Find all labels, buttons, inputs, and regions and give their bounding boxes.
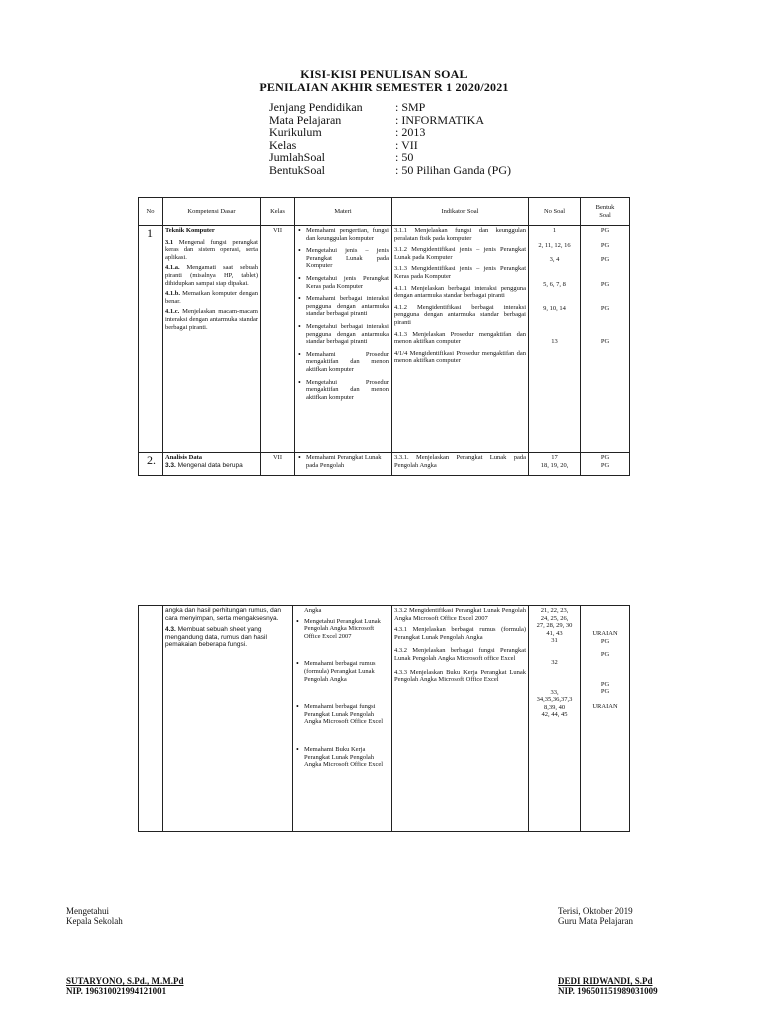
bentuk-soal-value: PG [600, 227, 610, 234]
indikator-item: 4.3.2 Menjelaskan berbagai fungsi Perangkat Lunak Pengolah Angka Microsoft office Excel [394, 647, 526, 662]
doc-title: KISI-KISI PENULISAN SOAL [300, 67, 468, 81]
no-soal-value: 13 [551, 337, 558, 345]
bentuk-soal-value: PG [600, 256, 610, 264]
header-no-soal: No Soal [529, 198, 581, 226]
info-label: Jenjang Pendidikan [269, 100, 363, 114]
no-soal-value: 42, 44, 45 [541, 711, 568, 719]
no-soal-value: 1 [552, 227, 557, 234]
info-value: : VII [395, 137, 418, 152]
indikator-item: 3.1.3 Mengidentifikasi jenis – jenis Perangkat Keras pada Komputer [394, 265, 526, 280]
materi-item: • Memahami berbagai interaksi pengguna dengan antarmuka standar berbagai piranti [306, 295, 389, 318]
bentuk-soal-value: PG [600, 337, 610, 345]
bentuk-soal-value: URAIAN [592, 630, 618, 637]
materi-cell [295, 226, 392, 453]
bentuk-soal-cell [581, 453, 630, 476]
indikator-item: 3.1.1 Menjelaskan fungsi dan keunggulan peralatan fisik pada komputer [394, 227, 526, 242]
kd-item: angka dan hasil perhitungan rumus, dan cara menyimpan, serta mengaksesnya. [165, 607, 281, 622]
materi-item: • Mengetahui berbagai interaksi pengguna dengan antarmuka standar berbagai piranti [306, 323, 389, 346]
kd-item: 3.3. Mengenal data berupa [165, 461, 243, 469]
no-soal-value: 32 [551, 658, 558, 666]
indikator-item: 3.1.2 Mengidentifikasi jenis – jenis Perangkat Lunak pada Komputer [394, 246, 526, 261]
no-soal-value: 41, 43 [546, 629, 563, 637]
header-indikator: Indikator Soal [392, 198, 529, 226]
no-soal-value: 18, 19, 20, [540, 461, 569, 469]
indikator-item: 4/1/4 Mengidentifikasi Prosedur mengaktifan dan menon aktifkan computer [394, 349, 526, 365]
indikator-item: 4.3.3 Menjelaskan Buku Kerja Perangkat Lunak Pengolah Angka Microsoft Office Excel [394, 668, 526, 684]
kompetensi-dasar-cell [163, 226, 261, 453]
kisi-kisi-table-continued [138, 605, 630, 832]
kd-item: 4.1.b. Memaikan komputer dengan benar. [165, 290, 258, 305]
table-row [139, 453, 630, 476]
no-soal-value: 27, 28, 29, 30 [536, 622, 573, 630]
signature-left-heading [66, 906, 123, 926]
kd-title: Teknik Komputer [165, 227, 215, 234]
materi-item: • Mengetahui Prosedur mengaktifan dan menon aktifkan komputer [306, 379, 389, 402]
materi-item: • Mengetahui jenis – jenis Perangkat Lunak pada Komputer [306, 247, 389, 270]
info-value: : SMP [395, 100, 426, 114]
materi-item: • Memahami berbagai rumus (formula) Perangkat Lunak Pengolah Angka [304, 660, 389, 683]
info-label: Mata Pelajaran [269, 112, 342, 127]
bentuk-soal-value: PG [600, 651, 610, 659]
header-bentuk-soal [581, 198, 630, 226]
info-label: JumlahSoal [269, 150, 325, 164]
no-soal-cell [529, 606, 581, 832]
no-soal-value: 33, [550, 688, 559, 696]
header-kompetensi-dasar: Kompetensi Dasar [163, 198, 261, 226]
materi-item: • Memahami pengertian, fungsi dan keunggulan komputer [306, 227, 389, 242]
kd-item: 4.3. Membuat sebuah sheet yang mengandung data, rumus dan hasil pemakaian beberapa fungsi. [165, 626, 267, 649]
doc-subtitle: PENILAIAN AKHIR SEMESTER 1 2020/2021 [259, 80, 509, 94]
bentuk-soal-value: PG [600, 461, 610, 469]
table-header-row [139, 198, 630, 226]
no-soal-value: 24, 25, 26, [540, 614, 569, 622]
no-soal-value: 5, 6, 7, 8 [543, 280, 566, 288]
no-soal-value: 34,35,36,37,3 [536, 696, 573, 704]
indikator-cell [392, 226, 529, 453]
indikator-cell [392, 606, 529, 832]
indikator-item: 4.1.2 Mengidentifikasi berbagai interaksi pengguna dengan antarmuka standar berbagai piranti [394, 303, 526, 326]
no-soal-value: 31 [551, 637, 558, 645]
signature-left-line2: Kepala Sekolah [66, 916, 123, 926]
bentuk-soal-cell [581, 606, 630, 832]
no-soal-value: 9, 10, 14 [543, 305, 566, 313]
kd-item: 4.1.a. Mengamati saat sebuah piranti (misalnya HP, tablet) dihidupkan sampai siap dipakai. [165, 264, 258, 287]
kelas-cell: VII [261, 226, 295, 453]
bentuk-soal-cell [581, 226, 630, 453]
kisi-kisi-table [138, 197, 630, 476]
header-no: No [139, 198, 163, 226]
info-value: : INFORMATIKA [395, 112, 485, 127]
info-label: BentukSoal [269, 162, 325, 177]
table-row [139, 606, 630, 832]
bentuk-soal-value: PG [600, 305, 610, 313]
bentuk-soal-value: PG [600, 688, 610, 696]
row-number: 2. [139, 453, 163, 476]
indikator-item: 4.1.1 Menjelaskan berbagai interaksi pengguna dengan antarmuka standar berbagai piranti [394, 284, 526, 300]
identity-block [269, 101, 511, 176]
no-soal-value: 2, 11, 12, 16 [538, 241, 571, 249]
no-soal-value: 17 [551, 454, 558, 461]
no-soal-value: 21, 22, 23, [540, 607, 569, 614]
kd-title: Analisis Data [165, 454, 203, 461]
indikator-item: 3.3.2 Mengidentifikasi Perangkat Lunak Pengolah Angka Microsoft Office Excel 2007 [394, 607, 526, 622]
materi-item: • Memahami Perangkat Lunak pada Pengolah [306, 454, 389, 469]
no-soal-value: 3, 4 [549, 256, 560, 264]
signature-left-block [66, 976, 184, 996]
table-row [139, 226, 630, 453]
indikator-item: 4.1.3 Menjelaskan Prosedur mengaktifan dan menon aktifkan computer [394, 330, 526, 346]
kompetensi-dasar-cell [163, 453, 261, 476]
signature-right-line1: Terisi, Oktober 2019 [558, 906, 633, 916]
kd-item: 3.1 Mengenal fungsi perangkat keras dan sistem operasi, serta aplikasi. [165, 238, 258, 261]
signature-right-line2: Guru Mata Pelajaran [558, 916, 633, 926]
bentuk-soal-value: PG [600, 454, 610, 461]
bentuk-soal-value: URAIAN [592, 702, 618, 710]
teacher-name: DEDI RIDWANDI, S.Pd [558, 976, 653, 986]
info-label: Kelas [269, 137, 297, 152]
header-bentuk-line2: Soal [599, 211, 611, 219]
kelas-cell: VII [261, 453, 295, 476]
signature-left-line1: Mengetahui [66, 906, 109, 916]
info-value: : 50 Pilihan Ganda (PG) [395, 162, 511, 177]
materi-cell [295, 453, 392, 476]
materi-item: Angka [304, 607, 322, 614]
info-value: : 2013 [395, 125, 426, 139]
info-label: Kurikulum [269, 125, 322, 139]
teacher-nip: NIP. 196501151989031009 [558, 986, 658, 996]
kd-item: 4.1.c. Menjelaskan macam-macam interaksi dengan antarmuka standar berbagai piranti. [165, 308, 258, 331]
kompetensi-dasar-cell [163, 606, 293, 832]
bentuk-soal-value: PG [600, 241, 610, 249]
materi-item: • Memahami Prosedur mengaktifan dan menon aktifkan komputer [306, 351, 389, 374]
header-kelas: Kelas [261, 198, 295, 226]
signature-right-heading [558, 906, 633, 926]
principal-name: SUTARYONO, S.Pd., M.M.Pd [66, 976, 184, 986]
row-number-empty [139, 606, 163, 832]
bentuk-soal-value: PG [600, 680, 610, 688]
row-number: 1 [139, 226, 163, 453]
materi-item: • Mengetahui jenis Perangkat Keras pada Komputer [306, 275, 389, 290]
materi-item: • Memahami berbagai fungsi Perangkat Lunak Pengolah Angka Microsoft Office Excel [304, 703, 389, 726]
header-bentuk-line1: Bentuk [595, 203, 615, 211]
materi-item: • Mengetahui Perangkat Lunak Pengolah Angka Microsoft Office Excel 2007 [304, 618, 389, 641]
no-soal-cell [529, 453, 581, 476]
indikator-item: 4.3.1 Menjelaskan berbagai rumus (formula) Perangkat Lunak Pengolah Angka [394, 626, 526, 641]
header-materi: Materi [295, 198, 392, 226]
info-value: : 50 [395, 150, 414, 164]
bentuk-soal-value: PG [600, 280, 610, 288]
indikator-cell: 3.3.1. Menjelaskan Perangkat Lunak pada Pengolah Angka [392, 453, 529, 476]
no-soal-value: 8,39, 40 [543, 703, 566, 711]
signature-right-block [558, 976, 658, 996]
materi-item: • Memahami Buku Kerja Perangkat Lunak Pengolah Angka Microsoft Office Excel [304, 746, 389, 769]
bentuk-soal-value: PG [600, 637, 610, 645]
materi-cell [293, 606, 392, 832]
principal-nip: NIP. 196310021994121001 [66, 986, 167, 996]
no-soal-cell [529, 226, 581, 453]
